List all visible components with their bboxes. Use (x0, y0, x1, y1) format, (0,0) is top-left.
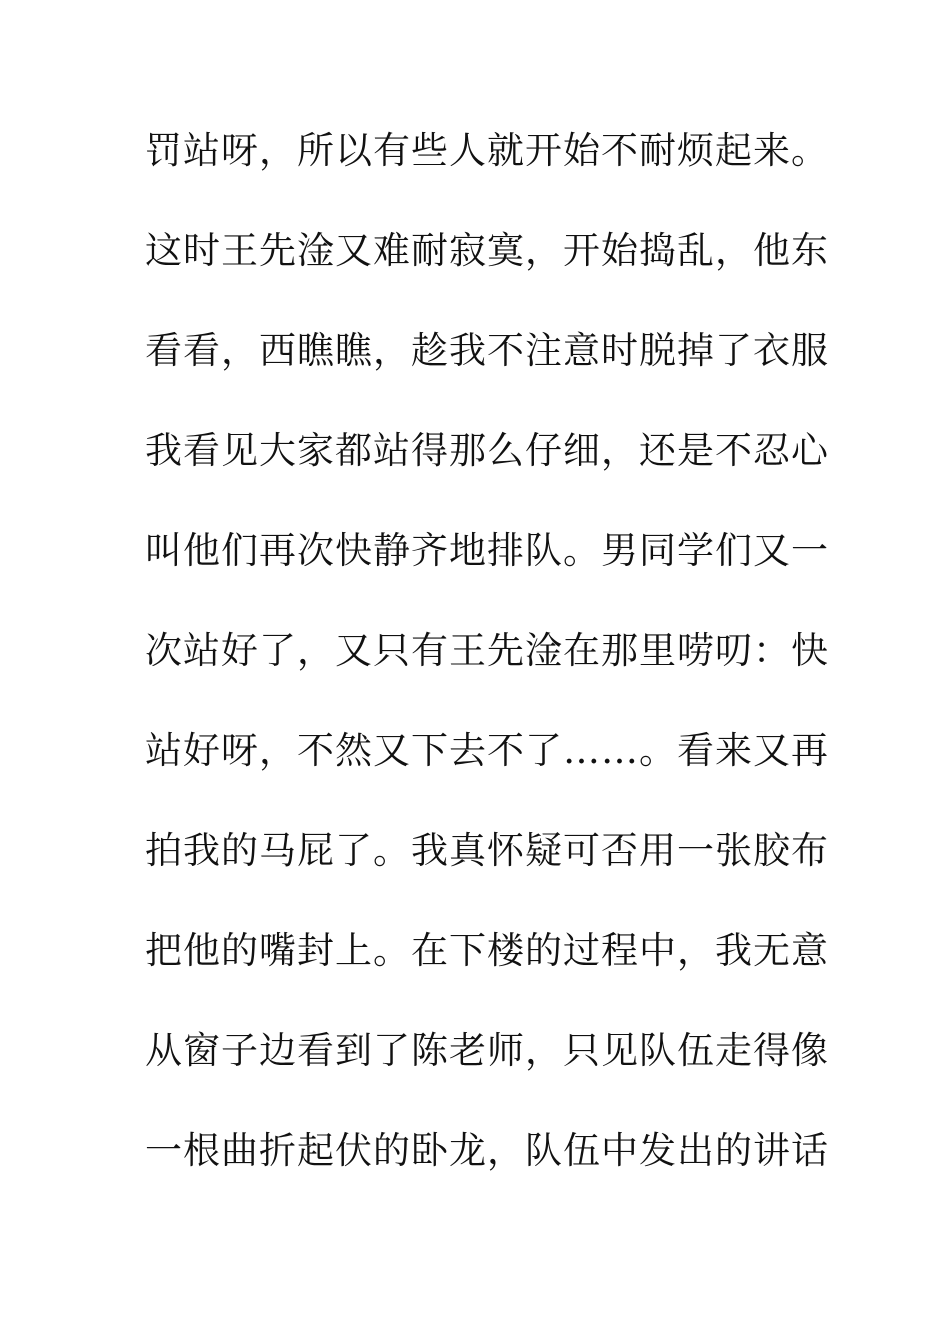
text-line: 我看见大家都站得那么仔细，还是不忍心 (145, 429, 829, 472)
text-line: 叫他们再次快静齐地排队。男同学们又一 (145, 529, 829, 572)
text-line: 罚站呀，所以有些人就开始不耐烦起来。 (145, 129, 829, 172)
text-line: 次站好了，又只有王先淦在那里唠叨：快 (145, 629, 829, 672)
body-text (145, 127, 829, 1227)
text-line: 一根曲折起伏的卧龙，队伍中发出的讲话 (145, 1129, 829, 1172)
text-line: 这时王先淦又难耐寂寞，开始捣乱，他东 (145, 229, 829, 272)
text-line: 拍我的马屁了。我真怀疑可否用一张胶布 (145, 829, 829, 872)
text-line: 看看，西瞧瞧，趁我不注意时脱掉了衣服 (145, 329, 829, 372)
text-line: 把他的嘴封上。在下楼的过程中，我无意 (145, 929, 829, 972)
text-line: 站好呀，不然又下去不了……。看来又再 (145, 729, 829, 772)
text-line: 从窗子边看到了陈老师，只见队伍走得像 (145, 1029, 829, 1072)
